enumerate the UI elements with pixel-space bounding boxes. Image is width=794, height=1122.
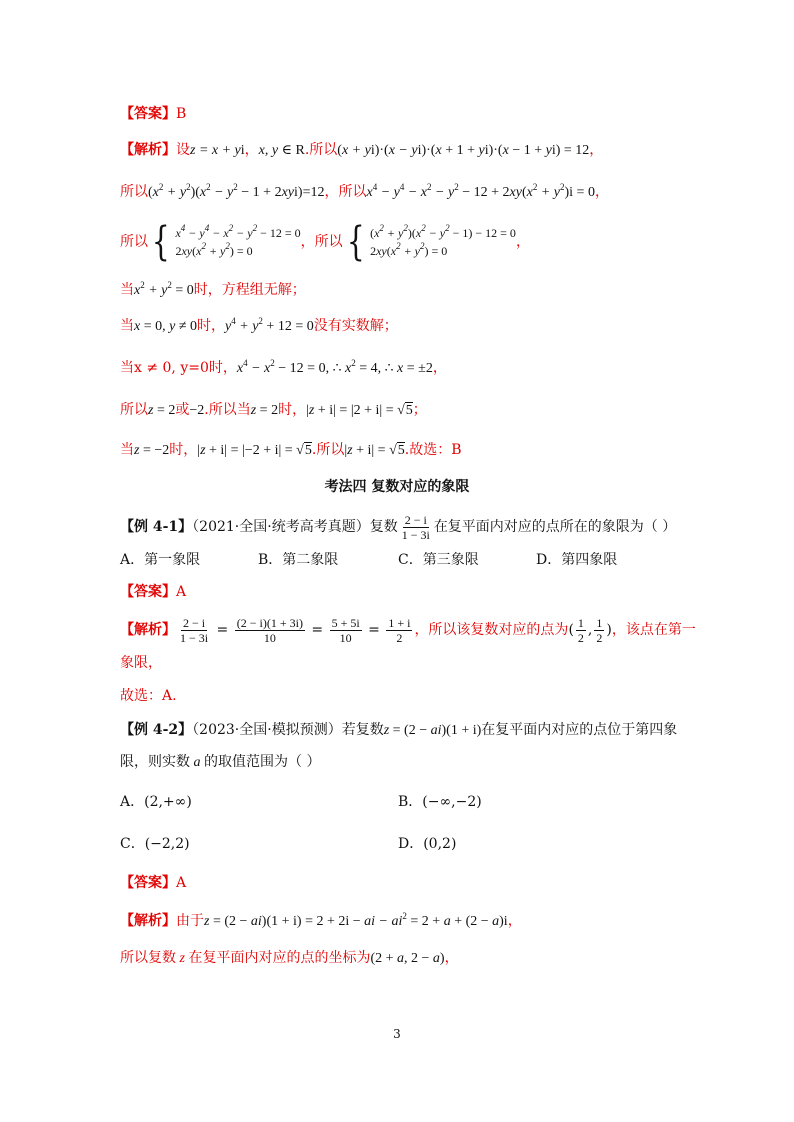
math-expr: $x^4 - y^4 - x^2 - y^2 - 12 + 2xy(x^2 + y^2)i = 0$	[366, 182, 595, 200]
math-expr: (x + yi)·(x − yi)·(x + 1 + yi)·(x − 1 + yi) = 12	[337, 143, 590, 158]
math-expr: z = −2	[134, 443, 170, 458]
text: ，	[244, 142, 259, 158]
answer-line-2	[120, 582, 186, 602]
equation-system: { $x^4 - y^4 - x^2 - y^2 - 12 = 0$ $2xy(x^2 + y^2) = 0$	[151, 219, 301, 265]
math-expr: a	[190, 755, 204, 770]
text: （2023·全国·模拟预测）若复数	[192, 722, 384, 738]
text: ，所以该复数对应的点为	[414, 622, 569, 638]
text: （2021·全国·统考高考真题）复数	[192, 519, 398, 535]
math-expr: |z + i| = √5	[344, 443, 405, 458]
analysis3-line1: 【解析】由于z = (2 − ai)(1 + i) = 2 + 2i − ai − $ai^2 = 2 + a + (2 - a)i$，	[120, 911, 522, 929]
option-b: B．(−∞,−2)	[398, 794, 482, 810]
math-expr: $x^4 - x^2 - 12 = 0$, ∴ $x^2 = 4$, ∴ x = ±2	[236, 358, 433, 376]
text: ，该点在第一	[611, 622, 696, 638]
text: 时，方程组无解；	[193, 282, 306, 298]
text: 在复平面内对应的点所在的象限为（ ）	[433, 519, 677, 535]
fraction	[400, 513, 432, 542]
example-4-2-question-line1	[120, 720, 677, 741]
example-tag: 【例 4-2】	[120, 722, 193, 738]
text: 当	[120, 442, 134, 458]
text: 所以复数	[120, 950, 176, 966]
text: .所以	[311, 442, 345, 458]
text: 在复平面内对应的点的坐标为	[188, 950, 371, 966]
text: 的取值范围为（ ）	[204, 754, 321, 770]
analysis2-line1	[120, 612, 696, 648]
analysis1-line3: 所以 { $x^4 - y^4 - x^2 - y^2 - 12 = 0$ $2xy(x^2 + y^2) = 0$ ，所以 { $(x^2 + y^2)(x^2 - y^2 - 1) - 12 = 0$ $2xy(x^2 + y^2) = 0$ ，	[120, 219, 530, 265]
numerator: 2 − i	[404, 512, 427, 527]
page-number: 3	[393, 1027, 401, 1041]
analysis3-line2: 所以复数 z 在复平面内对应的点的坐标为(2 + a, 2 − a)，	[120, 950, 459, 966]
analysis1-line5	[120, 316, 398, 337]
math-expr: $(x^2 + y^2)(x^2 - y^2 - 1 + 2xyi)=12$	[148, 182, 325, 200]
text: 当x ≠ 0, y=0时，	[120, 360, 237, 376]
analysis-tag: 【解析】	[120, 622, 176, 638]
math-expr: z = x + yi	[190, 143, 245, 158]
math-expr: z = (2 − ai)(1 + i)	[383, 723, 482, 738]
answer-tag: 【答案】	[120, 875, 176, 891]
example-4-1-question	[120, 512, 676, 542]
math-expr: $\frac{2 - i}{1 - 3i}$ = $\frac{(2 - i)(1 + 3i)}{10}$ = $\frac{5 + 5i}{10}$ = $\frac{1 + i}{2}$	[180, 615, 411, 645]
text: 当	[120, 282, 134, 298]
option-d: D．第四象限	[536, 552, 618, 568]
text: 所以	[120, 184, 148, 200]
math-expr: ( $\frac{1}{2}$ , $\frac{1}{2}$ )	[568, 615, 612, 645]
example-tag: 【例 4-1】	[120, 519, 193, 535]
answer-tag: 【答案】	[120, 106, 176, 122]
text: 时，	[169, 442, 198, 458]
text: 时，	[197, 318, 226, 334]
text: 在复平面内对应的点位于第四象	[481, 722, 678, 738]
option-a: A．第一象限	[120, 552, 201, 568]
text: .故选：B	[404, 442, 462, 458]
text: 当	[120, 318, 134, 334]
analysis2-line2: 象限，	[120, 655, 162, 671]
math-expr: (2 + a, 2 − a)	[370, 951, 445, 966]
analysis1-line7: 所以z = 2或−2.所以当z = 2时，|z + i| = |2 + i| = √5；	[120, 402, 427, 418]
math-expr: −2	[189, 403, 205, 418]
answer-line-1	[120, 104, 186, 124]
answer-line-3	[120, 873, 186, 893]
math-expr: z = 2	[148, 403, 176, 418]
denominator: 1 − 3i	[401, 527, 430, 542]
answer-value: A	[176, 875, 187, 891]
analysis1-line2: 所以$(x^2 + y^2)(x^2 - y^2 - 1 + 2xyi)=12$，所以$x^4 - y^4 - x^2 - y^2 - 12 + 2xy(x^2 + y^2)i = 0$，	[120, 182, 609, 200]
text: .所以当	[204, 402, 251, 418]
math-expr: |z + i| = |−2 + i| = √5	[197, 443, 312, 458]
text: 或	[175, 402, 190, 418]
option-d: D．(0,2)	[398, 836, 457, 852]
answer-value: A	[176, 584, 187, 600]
analysis1-line1: 【解析】设z = x + yi，x, y ∈ R.所以(x + yi)·(x − yi)·(x + 1 + yi)·(x − 1 + yi) = 12，	[120, 142, 604, 158]
math-expr: |z + i| = |2 + i| = √5	[306, 403, 413, 418]
option-b: B．第二象限	[258, 552, 339, 568]
math-expr: z	[176, 951, 189, 966]
analysis-tag: 【解析】	[120, 913, 176, 929]
math-expr: z = 2	[250, 403, 279, 418]
analysis1-line8	[120, 440, 462, 461]
answer-tag: 【答案】	[120, 584, 176, 600]
text: ，所以	[324, 184, 367, 200]
analysis-tag: 【解析】	[120, 142, 176, 158]
text: 设	[176, 142, 190, 158]
math-expr: $x^2 + y^2 = 0$	[134, 280, 194, 298]
option-a: A．(2,+∞)	[120, 794, 192, 810]
analysis1-line6: 当x ≠ 0, y=0时，$x^4 - x^2 - 12 = 0$, ∴ $x^2 = 4$, ∴ x = ±2，	[120, 358, 447, 376]
analysis1-line4	[120, 280, 306, 301]
answer-value: B	[176, 106, 187, 122]
text: 没有实数解；	[313, 318, 398, 334]
text: 所以	[120, 234, 148, 250]
math-expr: x, y ∈ R	[258, 143, 305, 158]
math-expr: x = 0, y ≠ 0	[134, 319, 198, 334]
math-expr: $y^4 + y^2 + 12 = 0$	[225, 316, 314, 334]
text: 所以	[309, 142, 338, 158]
text: 时，	[278, 402, 307, 418]
option-c: C．(−2,2)	[120, 836, 190, 852]
analysis2-line3: 故选：A.	[120, 688, 177, 704]
section-title: 考法四 复数对应的象限	[324, 479, 470, 495]
equation-system: { $(x^2 + y^2)(x^2 - y^2 - 1) - 12 = 0$ $2xy(x^2 + y^2) = 0$	[346, 219, 516, 265]
text: 限，则实数	[120, 754, 190, 770]
option-c: C．第三象限	[398, 552, 479, 568]
text: 由于	[176, 913, 204, 929]
text: 所以	[120, 402, 148, 418]
text: ，所以	[300, 234, 343, 250]
example-4-2-question-line2	[120, 752, 320, 773]
math-expr: z = (2 − ai)(1 + i) = 2 + 2i − ai − $ai^2 = 2 + a + (2 - a)i$	[204, 911, 508, 929]
